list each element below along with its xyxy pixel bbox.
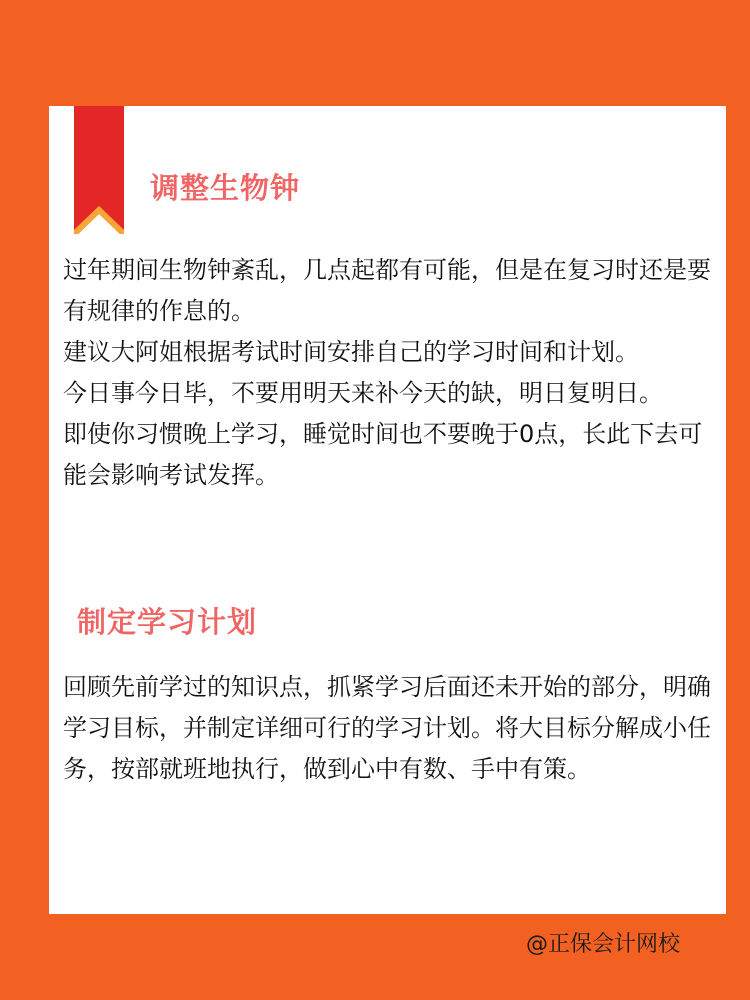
paragraph: 过年期间生物钟紊乱，几点起都有可能，但是在复习时还是要有规律的作息的。 [63, 256, 711, 325]
section-title-study-plan: 制定学习计划 [77, 605, 258, 639]
paragraph: 今日事今日毕，不要用明天来补今天的缺，明日复明日。 [63, 379, 663, 407]
content-card [49, 106, 726, 914]
section-body-adjust-clock [63, 250, 715, 496]
bookmark-ribbon-icon [74, 106, 124, 234]
paragraph: 即使你习惯晚上学习，睡觉时间也不要晚于0点，长此下去可能会影响考试发挥。 [63, 420, 703, 489]
paragraph: 建议大阿姐根据考试时间安排自己的学习时间和计划。 [63, 338, 639, 366]
watermark-text: @正保会计网校 [526, 932, 681, 957]
section-body-study-plan: 回顾先前学过的知识点，抓紧学习后面还未开始的部分，明确学习目标，并制定详细可行的学习计划。将大目标分解成小任务，按部就班地执行，做到心中有数、手中有策。 [63, 673, 711, 783]
section-title-adjust-clock: 调整生物钟 [150, 171, 301, 205]
